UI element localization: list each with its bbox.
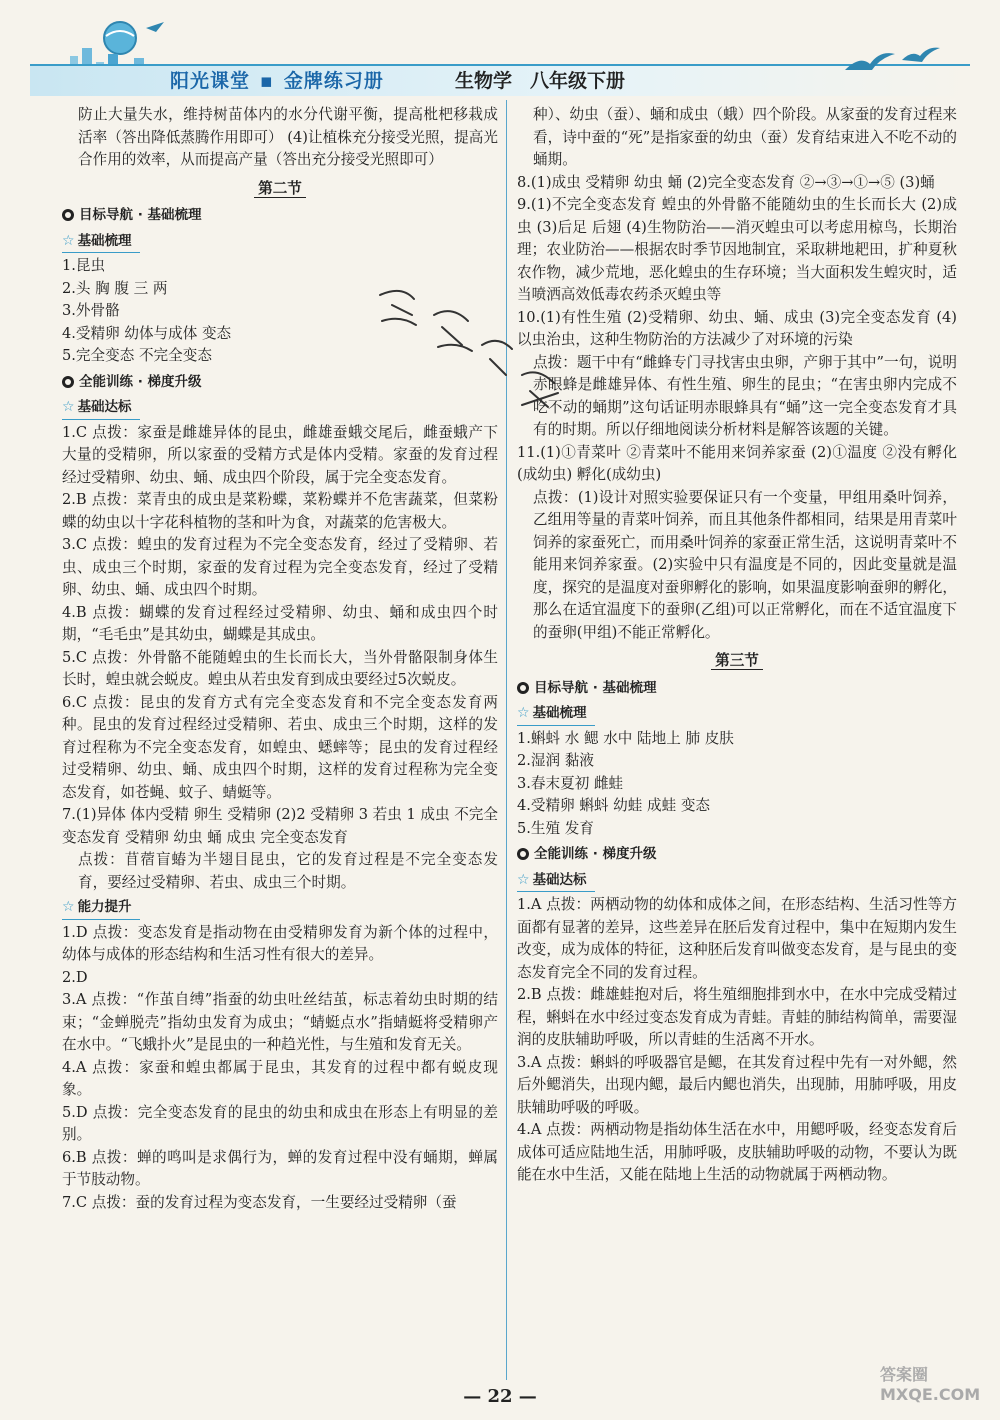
answer-paragraph: 10.(1)有性生殖 (2)受精卵、幼虫、蛹、成虫 (3)完全变态发育 (4)以虫治虫，这种生物防治的方法减少了对环境的污染 (517, 308, 957, 348)
section-title (62, 178, 498, 201)
answer-paragraph: 点拨：题干中有“雌蜂专门寻找害虫虫卵，产卵于其中”一句，说明赤眼蜂是雌雄异体、有性生殖、卵生的昆虫；“在害虫卵内完成不吃不动的蛹期”这句话证明赤眼蜂具有“蛹”这一完全变态发育才具有的时期。所以仔细地阅读分析材料是解答该题的关键。 (533, 353, 957, 438)
sub-heading-row (517, 700, 957, 728)
sub-heading (517, 702, 595, 726)
watermark: 答案圈 MXQE.COM (880, 1365, 981, 1404)
answer-paragraph: 1.C 点拨：家蚕是雌雄异体的昆虫，雌雄蚕蛾交尾后，雌蚕蛾产下大量的受精卵，所以家蚕的受精方式是体内受精。家蚕的发育过程经过受精卵、幼虫、蛹、成虫四个阶段，属于完全变态发育。 (62, 423, 498, 486)
answer-paragraph: 1.蝌蚪 水 鳃 水中 陆地上 肺 皮肤 (517, 729, 734, 747)
star-icon: ☆ (517, 871, 530, 888)
star-icon: ☆ (62, 232, 75, 249)
subject-grade (455, 66, 625, 93)
section-title (517, 650, 957, 673)
sub-heading-text: 基础达标 (77, 399, 132, 415)
page-header (0, 0, 1000, 100)
answer-paragraph: 2.B 点拨：菜青虫的成虫是菜粉蝶，菜粉蝶并不危害蔬菜，但菜粉蝶的幼虫以十字花科植物的茎和叶为食，对蔬菜的危害极大。 (62, 491, 498, 531)
answer-paragraph: 2.湿润 黏液 (517, 752, 594, 769)
star-icon: ☆ (62, 899, 75, 915)
sub-heading-text: 基础梳理 (77, 232, 132, 249)
answer-paragraph: 5.生殖 发育 (517, 819, 594, 837)
section-title-text: 第二节 (254, 180, 306, 198)
part-heading (517, 843, 957, 866)
sub-heading (517, 869, 595, 893)
left-column (62, 104, 498, 1214)
answer-paragraph: 2.头 胸 腹 三 两 (62, 279, 168, 297)
answer-paragraph: 种）、幼虫（蚕）、蛹和成虫（蛾）四个阶段。从家蚕的发育过程来看，诗中蚕的“死”是指家蚕的幼虫（蚕）发育结束进入不吃不动的蛹期。 (533, 106, 957, 168)
sub-heading-row (62, 894, 498, 922)
part-heading-text: 全能训练 · 梯度升级 (79, 373, 202, 390)
answer-paragraph: 7.(1)异体 体内受精 卵生 受精卵 (2)2 受精卵 3 若虫 1 成虫 不完全变态发育 受精卵 幼虫 蛹 成虫 完全变态发育 (62, 806, 498, 846)
answer-paragraph: 5.D 点拨：完全变态发育的昆虫的幼虫和成虫在形态上有明显的差别。 (62, 1103, 498, 1143)
answer-paragraph: 4.B 点拨：蝴蝶的发育过程经过受精卵、幼虫、蛹和成虫四个时期，“毛毛虫”是其幼虫，蝴蝶是其成虫。 (62, 603, 498, 643)
grade-name: 八年级下册 (530, 70, 626, 92)
book-title: 阳光课堂 ▪ 金牌练习册 (170, 70, 384, 92)
answer-paragraph: 6.C 点拨：昆虫的发育方式有完全变态发育和不完全变态发育两种。昆虫的发育过程经过受精卵、若虫、成虫三个时期，这样的发育过程称为不完全变态发育，如蝗虫、蟋蟀等；昆虫的发育过程经过受精卵、幼虫、蛹、成虫四个时期，这样的发育过程称为完全变态发育，如苍蝇、蚊子、蜻蜓等。 (62, 693, 498, 801)
sub-heading-row (517, 867, 957, 895)
answer-paragraph: 1.A 点拨：两栖动物的幼体和成体之间，在形态结构、生活习性等方面都有显著的差异，这些差异在胚后发育过程中，集中在短期内发生改变，成为成体的特征，这种胚后发育叫做变态发育，是与昆虫的变态发育完全不同的发育过程。 (517, 896, 957, 981)
star-icon: ☆ (517, 705, 530, 721)
right-column (517, 104, 957, 1187)
answer-paragraph: 点拨：(1)设计对照实验要保证只有一个变量，甲组用桑叶饲养，乙组用等量的青菜叶饲养，而且其他条件都相同，结果是用青菜叶饲养的家蚕死亡，而用桑叶饲养的家蚕正常生活，这说明青菜叶不能用来饲养家蚕。(2)实验中只有温度是不同的，因此变量就是温度，探究的是温度对蚕卵孵化的影响，如果温度影响蚕卵的孵化，那么在适宜温度下的蚕卵(乙组)可以正常孵化，而在不适宜温度下的蚕卵(甲组)不能正常孵化。 (533, 488, 957, 641)
answer-paragraph: 2.D (62, 968, 88, 986)
answer-paragraph: 4.受精卵 幼体与成体 变态 (62, 324, 232, 342)
answer-paragraph: 3.C 点拨：蝗虫的发育过程为不完全变态发育，经过了受精卵、若虫、成虫三个时期，家蚕的发育过程为完全变态发育，经过了受精卵、幼虫、蛹、成虫四个时期。 (62, 536, 498, 598)
handwritten-annotation (372, 275, 572, 425)
answer-paragraph: 4.A 点拨：两栖动物是指幼体生活在水中，用鳃呼吸，经变态发育后成体可适应陆地生活，用肺呼吸，皮肤辅助呼吸的动物，不要认为既能在水中生活，又能在陆地上生活的动物就属于两栖动物。 (517, 1121, 957, 1183)
answer-paragraph: 2.B 点拨：雌雄蛙抱对后，将生殖细胞排到水中，在水中完成受精过程，蝌蚪在水中经过变态发育成为青蛙。青蛙的肺结构简单，需要湿润的皮肤辅助呼吸，所以青蛙的生活离不开水。 (517, 986, 957, 1048)
answer-paragraph: 5.C 点拨：外骨骼不能随蝗虫的生长而长大，当外骨骼限制身体生长时，蝗虫就会蜕皮。蝗虫从若虫发育到成虫要经过5次蜕皮。 (62, 648, 498, 688)
birds-icon (840, 40, 950, 80)
sub-heading-text: 基础梳理 (532, 705, 587, 721)
answer-paragraph: 防止大量失水，维持树苗体内的水分代谢平衡，提高枇杷移栽成活率（答出降低蒸腾作用即可） (4)让植株充分接受光照，提高光合作用的效率，从而提高产量（答出充分接受光照即可） (78, 106, 498, 168)
answer-paragraph: 9.(1)不完全变态发育 蝗虫的外骨骼不能随幼虫的生长而长大 (2)成虫 (3)后足 后翅 (4)生物防治——消灭蝗虫可以考虑用椋鸟，长期治理；农业防治——根据农时季节因地制宜，采取耕地耙田，扩种夏秋农作物，减少荒地，恶化蝗虫的生存环境；当大面积发生蝗灾时，适当喷洒高效低毒农药杀灭蝗虫等 (517, 196, 957, 303)
answer-paragraph: 3.A 点拨：“作茧自缚”指蚕的幼虫吐丝结茧，标志着幼虫时期的结束；“金蝉脱壳”指幼虫发育为成虫；“蜻蜓点水”指蜻蜓将受精卵产在水中。“飞蛾扑火”是昆虫的一种趋光性，与生殖和发育无关。 (62, 991, 498, 1053)
sub-heading-text: 基础达标 (532, 871, 587, 888)
answer-paragraph: 3.春末夏初 雌蛙 (517, 774, 624, 792)
part-heading-text: 目标导航 · 基础梳理 (534, 679, 657, 696)
bullseye-icon (517, 682, 529, 694)
answer-paragraph: 3.A 点拨：蝌蚪的呼吸器官是鳃，在其发育过程中先有一对外鳃，然后外鳃消失，出现内鳃，最后内鳃也消失，出现肺，用肺呼吸，用皮肤辅助呼吸的呼吸。 (517, 1053, 957, 1116)
answer-paragraph: 8.(1)成虫 受精卵 幼虫 蛹 (2)完全变态发育 ②→③→①→⑤ (3)蛹 (517, 173, 935, 191)
answer-paragraph: 点拨：苜蓿盲蝽为半翅目昆虫，它的发育过程是不完全变态发育，要经过受精卵、若虫、成虫三个时期。 (78, 851, 498, 891)
series-name: 阳光课堂 (170, 70, 251, 92)
bullseye-icon (62, 376, 74, 388)
part-heading (62, 204, 498, 227)
book-name: 金牌练习册 (283, 70, 384, 92)
sub-heading (62, 896, 140, 920)
section-title-text: 第三节 (711, 652, 763, 670)
sub-heading (62, 230, 140, 254)
answer-paragraph: 4.受精卵 蝌蚪 幼蛙 成蛙 变态 (517, 797, 711, 814)
answer-paragraph: 1.D 点拨：变态发育是指动物在由受精卵发育为新个体的过程中，幼体与成体的形态结构和生活习性有很大的差异。 (62, 923, 498, 963)
star-icon: ☆ (62, 399, 75, 415)
sub-heading-text: 能力提升 (77, 899, 132, 915)
answer-paragraph: 4.A 点拨：家蚕和蝗虫都属于昆虫，其发育的过程中都有蜕皮现象。 (62, 1058, 498, 1098)
answer-paragraph: 7.C 点拨：蚕的发育过程为变态发育，一生要经过受精卵（蚕 (62, 1193, 457, 1211)
sub-heading-row (62, 228, 498, 256)
answer-paragraph: 11.(1)①青菜叶 ②青菜叶不能用来饲养家蚕 (2)①温度 ②没有孵化(成幼虫) 孵化(成幼虫) (517, 443, 957, 483)
answer-paragraph: 6.B 点拨：蝉的鸣叫是求偶行为，蝉的发育过程中没有蛹期，蝉属于节肢动物。 (62, 1148, 498, 1188)
answer-paragraph: 3.外骨骼 (62, 302, 120, 319)
answer-paragraph: 5.完全变态 不完全变态 (62, 347, 212, 364)
bullseye-icon (62, 209, 74, 221)
bullseye-icon (517, 848, 529, 860)
sub-heading (62, 396, 140, 420)
part-heading-text: 全能训练 · 梯度升级 (534, 846, 657, 862)
subject-name: 生物学 (455, 70, 513, 92)
part-heading (517, 677, 957, 700)
part-heading-text: 目标导航 · 基础梳理 (79, 207, 202, 223)
answer-paragraph: 1.昆虫 (62, 257, 106, 274)
page-number: — 22 — (463, 1386, 537, 1407)
